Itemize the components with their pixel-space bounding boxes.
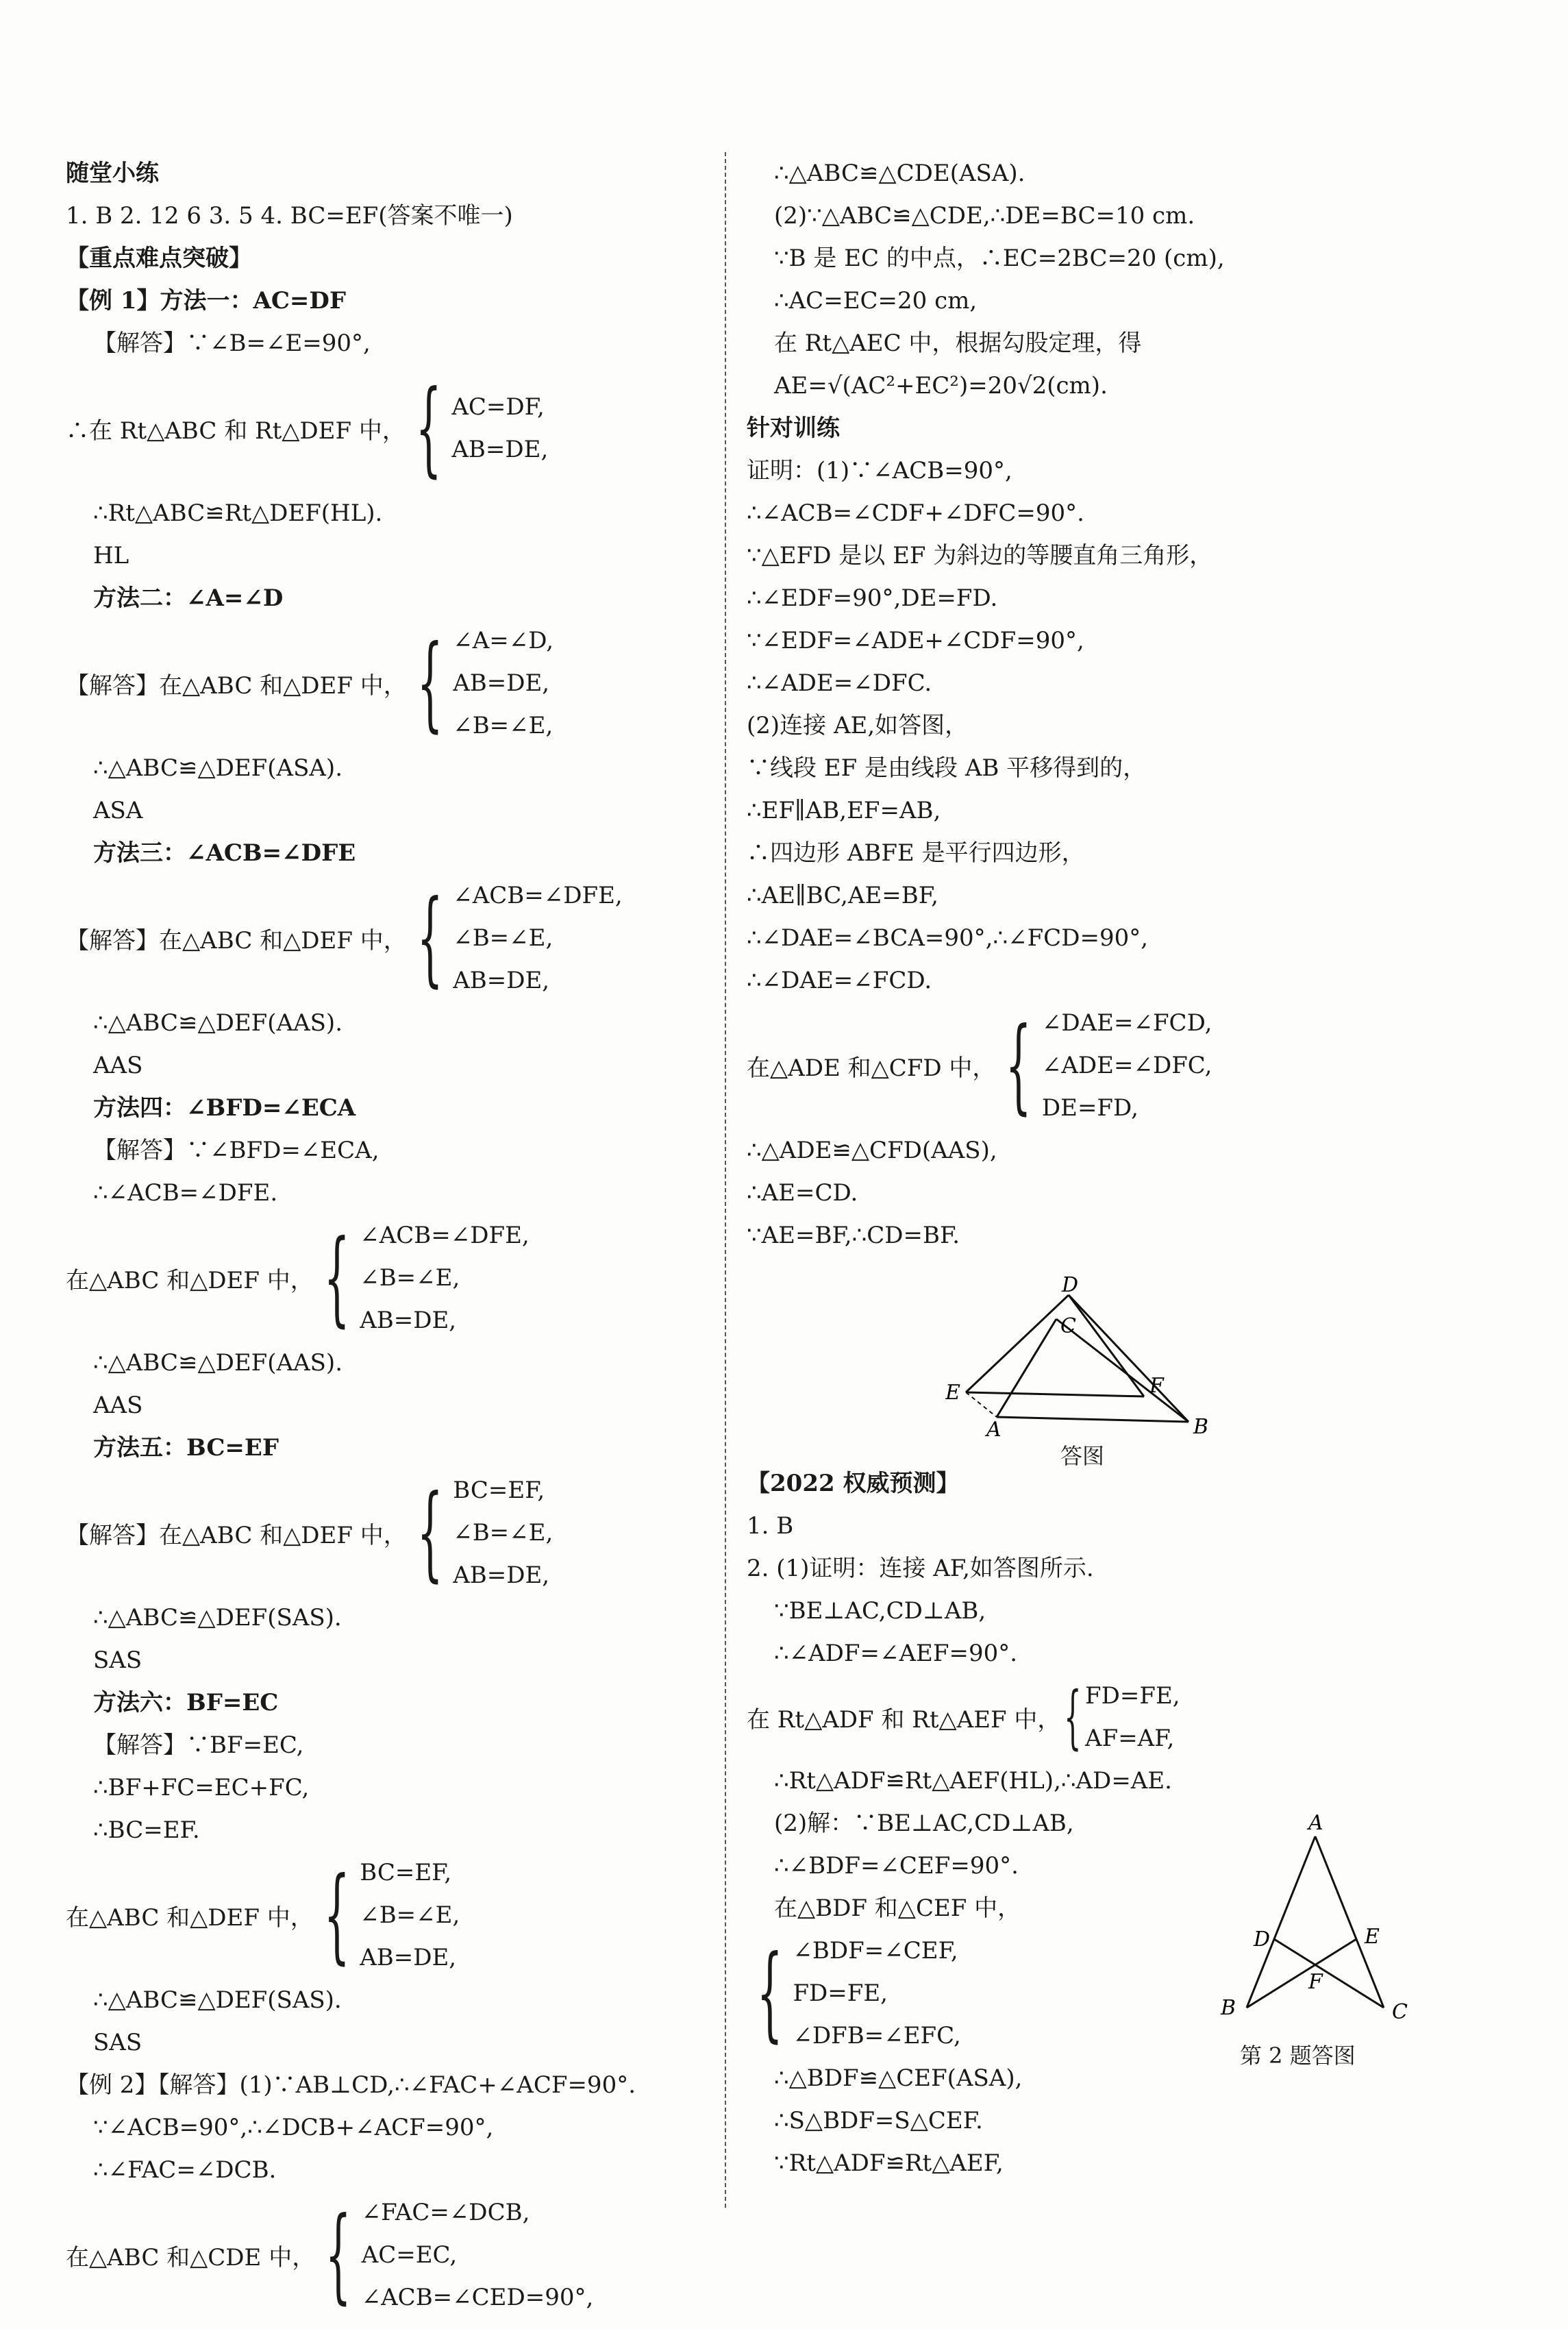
figure-1 bbox=[945, 1274, 1219, 1439]
text-line: ∴△ABC≌△DEF(AAS). bbox=[93, 1349, 343, 1377]
label-E: E bbox=[945, 1381, 960, 1405]
equation-system bbox=[66, 1851, 710, 1979]
system-lead-text: 在△ADE 和△CFD 中， bbox=[747, 1054, 996, 1082]
text-line: ∴Rt△ABC≌Rt△DEF(HL). bbox=[93, 500, 383, 527]
label-B: B bbox=[1221, 1996, 1236, 2020]
equation-system bbox=[66, 365, 710, 492]
figure-2 bbox=[1206, 1809, 1425, 2035]
equation-system bbox=[747, 1675, 1514, 1760]
text-line: 【解答】∵∠B=∠E=90°, bbox=[93, 330, 371, 357]
text-line: ∴∠DAE=∠FCD. bbox=[747, 967, 932, 994]
system-condition: ∠ADE=∠DFC, bbox=[1041, 1052, 1212, 1079]
system-condition: ∠FAC=∠DCB, bbox=[361, 2199, 530, 2226]
text-line: ∴∠DAE=∠BCA=90°,∴∠FCD=90°, bbox=[747, 924, 1149, 952]
text-line: ∴Rt△ADF≌Rt△AEF(HL),∴AD=AE. bbox=[774, 1767, 1172, 1795]
system-condition: ∠B=∠E, bbox=[360, 1264, 460, 1292]
text-line: SAS bbox=[93, 1647, 142, 1674]
text-line: (2)解：∵BE⊥AC,CD⊥AB, bbox=[774, 1810, 1074, 1837]
text-line: ∵B 是 EC 的中点，∴EC=2BC=20 (cm), bbox=[774, 245, 1225, 272]
text-line: ∴△BDF≌△CEF(ASA), bbox=[774, 2065, 1023, 2092]
brace-symbol: { bbox=[1064, 1677, 1082, 1757]
brace-symbol: { bbox=[323, 1218, 350, 1338]
brace-symbol: { bbox=[323, 1856, 350, 1975]
system-lead-text: 【解答】在△ABC 和△DEF 中， bbox=[66, 1521, 407, 1549]
text-line: ∵线段 EF 是由线段 AB 平移得到的， bbox=[747, 754, 1147, 782]
system-lead-text: 在△ABC 和△DEF 中， bbox=[66, 1266, 314, 1294]
text-line: ∴BF+FC=EC+FC, bbox=[93, 1774, 310, 1801]
figure-1-diagram bbox=[945, 1274, 1219, 1439]
system-condition: ∠B=∠E, bbox=[453, 924, 553, 952]
figure-2-diagram bbox=[1206, 1809, 1425, 2035]
figure-1-caption: 答图 bbox=[1060, 1443, 1105, 1469]
text-line: 【2022 权威预测】 bbox=[747, 1470, 960, 1497]
system-condition: AB=DE, bbox=[453, 669, 550, 697]
text-line: ∴△ABC≌△CDE(ASA). bbox=[774, 160, 1025, 187]
text-line: AAS bbox=[93, 1392, 143, 1419]
label-C: C bbox=[1060, 1314, 1076, 1338]
text-line: 方法四：∠BFD=∠ECA bbox=[93, 1094, 356, 1122]
text-line: 2. (1)证明：连接 AF,如答图所示. bbox=[747, 1555, 1094, 1582]
system-condition: AF=AF, bbox=[1085, 1725, 1175, 1752]
text-line: ∴AE∥BC,AE=BF, bbox=[747, 882, 938, 909]
text-line: ∴∠BDF=∠CEF=90°. bbox=[774, 1852, 1019, 1880]
text-line: ∴∠ACB=∠CDF+∠DFC=90°. bbox=[747, 500, 1084, 527]
system-condition: ∠ACB=∠CED=90°, bbox=[361, 2284, 594, 2311]
label-F: F bbox=[1308, 1970, 1323, 1994]
equation-system bbox=[66, 1214, 710, 1342]
label-F: F bbox=[1149, 1374, 1164, 1398]
text-line: ∴AC=EC=20 cm, bbox=[774, 287, 978, 315]
system-condition: AB=DE, bbox=[360, 1307, 457, 1334]
text-line: 方法三：∠ACB=∠DFE bbox=[93, 839, 356, 867]
system-lead-text: ∴在 Rt△ABC 和 Rt△DEF 中， bbox=[66, 417, 406, 445]
system-condition: DE=FD, bbox=[1041, 1094, 1138, 1122]
text-line: ∴△ABC≌△DEF(ASA). bbox=[93, 754, 343, 782]
system-condition: AB=DE, bbox=[360, 1944, 457, 1971]
text-line: 证明：(1)∵∠ACB=90°, bbox=[747, 457, 1012, 484]
system-condition: ∠DFB=∠EFC, bbox=[793, 2022, 961, 2049]
text-line: ∴△ADE≌△CFD(AAS), bbox=[747, 1137, 997, 1164]
system-condition: BC=EF, bbox=[360, 1859, 452, 1886]
text-line: 【例 2】【解答】(1)∵AB⊥CD,∴∠FAC+∠ACF=90°. bbox=[66, 2071, 636, 2099]
equation-system bbox=[66, 619, 710, 747]
text-line: ∴∠ADF=∠AEF=90°. bbox=[774, 1640, 1018, 1667]
system-condition: ∠B=∠E, bbox=[360, 1901, 460, 1929]
text-line: 1. B bbox=[747, 1512, 794, 1540]
label-A: A bbox=[1308, 1811, 1323, 1835]
system-lead-text: 在 Rt△ADF 和 Rt△AEF 中， bbox=[747, 1705, 1061, 1734]
system-condition: AC=EC, bbox=[361, 2241, 458, 2269]
text-line: ∴△ABC≌△DEF(SAS). bbox=[93, 1604, 342, 1631]
text-line: 1. B 2. 12 6 3. 5 4. BC=EF(答案不唯一) bbox=[66, 202, 513, 230]
text-line: ∴∠FAC=∠DCB. bbox=[93, 2156, 277, 2184]
brace-symbol: { bbox=[756, 1934, 783, 2053]
system-lead-text: 【解答】在△ABC 和△DEF 中， bbox=[66, 671, 407, 700]
system-condition: ∠DAE=∠FCD, bbox=[1041, 1009, 1212, 1037]
text-line: AE=√(AC²+EC²)=20√2(cm). bbox=[774, 372, 1108, 399]
text-line: ∵Rt△ADF≌Rt△AEF, bbox=[774, 2149, 1004, 2177]
system-condition: AB=DE, bbox=[453, 967, 550, 994]
system-condition: FD=FE, bbox=[793, 1980, 888, 2007]
text-line: 【解答】∵∠BFD=∠ECA, bbox=[93, 1137, 379, 1164]
text-line: ∴△ABC≌△DEF(AAS). bbox=[93, 1009, 343, 1037]
text-line: 方法二：∠A=∠D bbox=[93, 584, 284, 612]
text-line: 方法五：BC=EF bbox=[93, 1434, 279, 1462]
system-condition: ∠BDF=∠CEF, bbox=[793, 1937, 958, 1964]
text-line: ∵AE=BF,∴CD=BF. bbox=[747, 1222, 960, 1249]
system-condition: ∠ACB=∠DFE, bbox=[453, 882, 623, 909]
text-line: 方法六：BF=EC bbox=[93, 1689, 279, 1716]
text-line: ∴AE=CD. bbox=[747, 1179, 858, 1207]
system-condition: AB=DE, bbox=[451, 436, 549, 463]
text-line: ∵∠ACB=90°,∴∠DCB+∠ACF=90°, bbox=[93, 2114, 494, 2141]
label-D: D bbox=[1062, 1274, 1079, 1297]
equation-system bbox=[747, 1002, 1514, 1129]
text-line: (2)连接 AE,如答图， bbox=[747, 712, 969, 739]
text-line: SAS bbox=[93, 2029, 142, 2056]
brace-symbol: { bbox=[416, 624, 443, 743]
system-lead-text: 在△ABC 和△CDE 中， bbox=[66, 2243, 316, 2271]
label-A: A bbox=[986, 1418, 1001, 1439]
text-line: ∵∠EDF=∠ADE+∠CDF=90°, bbox=[747, 627, 1084, 654]
text-line: ∴S△BDF=S△CEF. bbox=[774, 2107, 983, 2134]
brace-symbol: { bbox=[325, 2195, 352, 2315]
text-line: ∴∠EDF=90°,DE=FD. bbox=[747, 584, 998, 612]
text-line: 【例 1】方法一：AC=DF bbox=[66, 287, 347, 315]
system-condition: AB=DE, bbox=[453, 1562, 550, 1589]
left-column bbox=[66, 152, 710, 2319]
text-line: (2)∵△ABC≌△CDE,∴DE=BC=10 cm. bbox=[774, 202, 1195, 230]
system-condition: ∠B=∠E, bbox=[453, 712, 553, 739]
column-divider bbox=[725, 152, 726, 2208]
text-line: ∴△ABC≌△DEF(SAS). bbox=[93, 1986, 342, 2014]
text-line: ∵△EFD 是以 EF 为斜边的等腰直角三角形， bbox=[747, 542, 1213, 569]
text-line: ∴EF∥AB,EF=AB, bbox=[747, 797, 941, 824]
label-C: C bbox=[1392, 2000, 1408, 2024]
text-line: ∴BC=EF. bbox=[93, 1816, 200, 1844]
system-condition: BC=EF, bbox=[453, 1477, 545, 1504]
system-condition: AC=DF, bbox=[451, 393, 545, 421]
brace-symbol: { bbox=[416, 1473, 443, 1592]
label-B: B bbox=[1193, 1415, 1209, 1439]
system-condition: ∠A=∠D, bbox=[453, 627, 554, 654]
system-lead-text: 在△ABC 和△DEF 中， bbox=[66, 1903, 314, 1932]
text-line: ASA bbox=[93, 797, 143, 824]
text-line: 针对训练 bbox=[747, 415, 840, 442]
equation-system bbox=[66, 2191, 710, 2319]
text-line: ∵BE⊥AC,CD⊥AB, bbox=[774, 1597, 986, 1625]
brace-symbol: { bbox=[415, 369, 442, 488]
system-lead-text: 【解答】在△ABC 和△DEF 中， bbox=[66, 926, 407, 954]
text-line: 【重点难点突破】 bbox=[66, 245, 252, 272]
label-E: E bbox=[1365, 1925, 1380, 1949]
system-condition: ∠B=∠E, bbox=[453, 1519, 553, 1546]
text-line: 在△BDF 和△CEF 中， bbox=[774, 1895, 1021, 1922]
equation-system bbox=[66, 1469, 710, 1597]
text-line: ∴∠ACB=∠DFE. bbox=[93, 1179, 278, 1207]
text-line: ∴∠ADE=∠DFC. bbox=[747, 669, 932, 697]
text-line: AAS bbox=[93, 1052, 143, 1079]
system-condition: ∠ACB=∠DFE, bbox=[360, 1222, 530, 1249]
brace-symbol: { bbox=[416, 878, 443, 998]
text-line: 【解答】∵BF=EC, bbox=[93, 1732, 304, 1759]
text-line: 随堂小练 bbox=[66, 160, 159, 187]
system-condition: FD=FE, bbox=[1085, 1682, 1180, 1710]
text-line: HL bbox=[93, 542, 129, 569]
figure-2-caption: 第 2 题答图 bbox=[1240, 2043, 1356, 2069]
label-D: D bbox=[1254, 1927, 1271, 1951]
text-line: ∴四边形 ABFE 是平行四边形， bbox=[747, 839, 1085, 867]
equation-system bbox=[66, 874, 710, 1002]
text-line: 在 Rt△AEC 中，根据勾股定理，得 bbox=[774, 330, 1142, 357]
brace-symbol: { bbox=[1006, 1006, 1032, 1125]
